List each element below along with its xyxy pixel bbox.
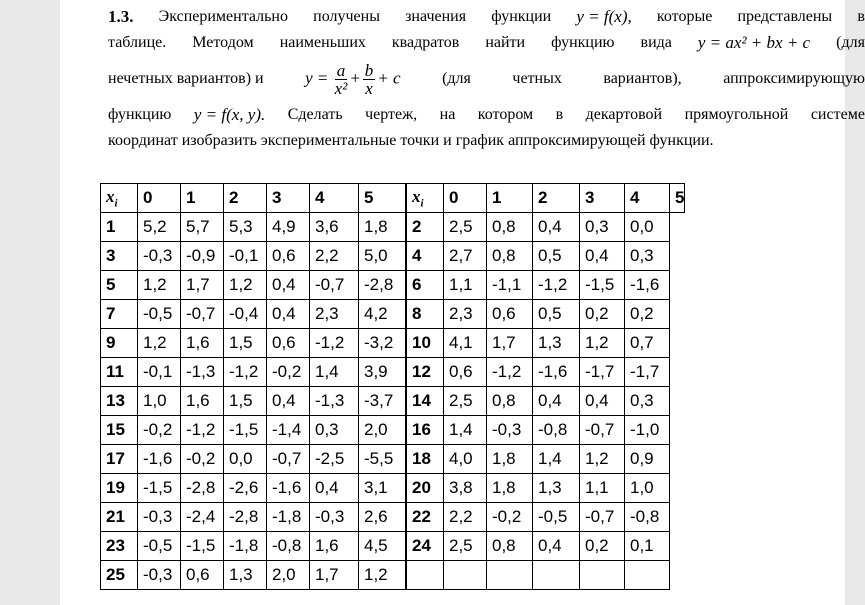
value-cell: 1,5 [224, 329, 267, 358]
value-cell: -0,2 [267, 358, 310, 387]
xi-label: $x_i$ [412, 186, 424, 210]
header-cell: 2 [533, 184, 580, 213]
table-row [101, 242, 685, 271]
value-cell: 1,2 [580, 445, 625, 474]
table-header-row [101, 184, 685, 213]
value-cell: -1,6 [267, 474, 310, 503]
value-cell: 0,4 [580, 387, 625, 416]
value-cell [580, 561, 625, 590]
value-cell: 1,0 [138, 387, 181, 416]
fraction-b: $\frac{b}{x}$ [364, 60, 374, 98]
value-cell: 1,1 [580, 474, 625, 503]
value-cell: -0,2 [181, 445, 224, 474]
value-cell: 2,3 [310, 300, 359, 329]
value-cell: -1,7 [625, 358, 670, 387]
value-cell: 0,2 [580, 532, 625, 561]
value-cell: -0,7 [181, 300, 224, 329]
value-cell: 0,2 [580, 300, 625, 329]
variant-number: 8 [406, 300, 444, 329]
value-cell: 1,6 [181, 387, 224, 416]
value-cell: 0,4 [580, 242, 625, 271]
value-cell: 0,5 [533, 242, 580, 271]
word: представлены [737, 8, 833, 25]
value-cell: 0,9 [625, 445, 670, 474]
variant-number: 2 [406, 213, 444, 242]
value-cell: 3,6 [310, 213, 359, 242]
value-cell: -0,3 [487, 416, 533, 445]
value-cell: 0,0 [224, 445, 267, 474]
value-cell: 0,8 [487, 532, 533, 561]
value-cell: -1,3 [310, 387, 359, 416]
value-cell: -1,5 [580, 271, 625, 300]
header-cell: 3 [580, 184, 625, 213]
value-cell: 5,2 [138, 213, 181, 242]
value-cell: -0,3 [138, 503, 181, 532]
table-row [101, 503, 685, 532]
word: найти [485, 34, 526, 51]
value-cell: 2,5 [444, 532, 487, 561]
header-cell: 4 [310, 184, 359, 213]
value-cell: -5,5 [359, 445, 407, 474]
variant-number: 22 [406, 503, 444, 532]
header-xi [406, 184, 444, 213]
word: наименьших [279, 34, 366, 51]
value-cell: 1,0 [625, 474, 670, 503]
value-cell: 3,9 [359, 358, 407, 387]
table-row [101, 474, 685, 503]
value-cell: -1,2 [487, 358, 533, 387]
value-cell: -0,1 [138, 358, 181, 387]
variant-number [406, 561, 444, 590]
value-cell: -1,2 [533, 271, 580, 300]
value-cell: -0,3 [138, 242, 181, 271]
variant-number: 5 [101, 271, 138, 300]
value-cell: 0,6 [487, 300, 533, 329]
variant-number: 6 [406, 271, 444, 300]
word: в [555, 106, 564, 123]
table-row [101, 300, 685, 329]
value-cell: -1,5 [138, 474, 181, 503]
problem-statement [108, 4, 865, 154]
value-cell [444, 561, 487, 590]
word: Сделать [287, 106, 343, 123]
value-cell: -2,5 [310, 445, 359, 474]
value-cell: 5,3 [224, 213, 267, 242]
statement-line-2 [108, 30, 865, 56]
value-cell: 0,8 [487, 242, 533, 271]
value-cell: 1,6 [310, 532, 359, 561]
value-cell: -0,1 [224, 242, 267, 271]
value-cell: -2,8 [181, 474, 224, 503]
table-row [101, 329, 685, 358]
word: Экспериментально [158, 8, 288, 25]
value-cell: 4,5 [359, 532, 407, 561]
value-cell: 1,2 [580, 329, 625, 358]
value-cell: 2,0 [359, 416, 407, 445]
value-cell: 0,6 [444, 358, 487, 387]
value-cell: 1,6 [181, 329, 224, 358]
value-cell: 0,6 [267, 329, 310, 358]
formula: y = f(x), [576, 7, 632, 26]
value-cell: -0,9 [181, 242, 224, 271]
word: которые [656, 8, 713, 25]
variant-number: 7 [101, 300, 138, 329]
variant-number: 3 [101, 242, 138, 271]
word: функцию [108, 106, 172, 123]
word: квадратов [391, 34, 460, 51]
value-cell [533, 561, 580, 590]
value-cell: -1,4 [267, 416, 310, 445]
word: котором [477, 106, 534, 123]
value-cell: -2,4 [181, 503, 224, 532]
word: прямоугольной [684, 106, 789, 123]
word: аппроксимирующую [723, 70, 865, 87]
value-cell: -0,5 [138, 532, 181, 561]
variant-number: 17 [101, 445, 138, 474]
document-page [60, 0, 865, 605]
value-cell: -0,7 [267, 445, 310, 474]
word: таблице. [108, 34, 167, 51]
value-cell: -1,1 [487, 271, 533, 300]
value-cell: 3,1 [359, 474, 407, 503]
word: вариантов), [603, 70, 682, 87]
data-table [100, 183, 685, 590]
value-cell: 4,2 [359, 300, 407, 329]
word: функции [491, 8, 552, 25]
variant-number: 20 [406, 474, 444, 503]
value-cell: -1,2 [310, 329, 359, 358]
header-xi [101, 184, 138, 213]
value-cell: -1,2 [224, 358, 267, 387]
value-cell: 0,7 [625, 329, 670, 358]
value-cell: 5,7 [181, 213, 224, 242]
value-cell: -1,2 [181, 416, 224, 445]
variant-number: 4 [406, 242, 444, 271]
value-cell: 0,4 [533, 387, 580, 416]
word: функцию [551, 34, 615, 51]
value-cell: -0,5 [138, 300, 181, 329]
header-cell: 0 [138, 184, 181, 213]
variant-number: 14 [406, 387, 444, 416]
value-cell: 1,2 [224, 271, 267, 300]
variant-number: 19 [101, 474, 138, 503]
line3-start: нечетных вариантов) и [108, 70, 264, 87]
statement-line-1 [108, 4, 865, 30]
header-cell: 2 [224, 184, 267, 213]
value-cell: 1,3 [533, 329, 580, 358]
value-cell: 0,6 [181, 561, 224, 590]
problem-number: 1.3. [108, 7, 134, 26]
word: чертеж, [365, 106, 418, 123]
value-cell: -1,5 [181, 532, 224, 561]
xi-label: $x_i$ [106, 186, 118, 210]
variant-number: 10 [406, 329, 444, 358]
variant-number: 1 [101, 213, 138, 242]
value-cell: 1,4 [444, 416, 487, 445]
value-cell: -1,6 [533, 358, 580, 387]
value-cell: 0,3 [580, 213, 625, 242]
value-cell: -2,8 [224, 503, 267, 532]
table-row [101, 416, 685, 445]
value-cell: 1,4 [533, 445, 580, 474]
value-cell: -0,4 [224, 300, 267, 329]
value-cell: 3,8 [444, 474, 487, 503]
word: четных [512, 70, 562, 87]
value-cell: 2,2 [310, 242, 359, 271]
word: (для [442, 70, 471, 87]
value-cell: 1,1 [444, 271, 487, 300]
value-cell: -1,8 [267, 503, 310, 532]
value-cell: -0,5 [533, 503, 580, 532]
value-cell: 2,0 [267, 561, 310, 590]
table-row [101, 271, 685, 300]
variant-number: 11 [101, 358, 138, 387]
table-row [101, 358, 685, 387]
value-cell: -1,0 [625, 416, 670, 445]
header-cell: 5 [670, 184, 685, 213]
value-cell: 0,5 [533, 300, 580, 329]
value-cell: 0,2 [625, 300, 670, 329]
value-cell: 0,8 [487, 213, 533, 242]
header-cell: 5 [359, 184, 407, 213]
fraction-a: $\frac{a}{\text{x²}}$ [334, 60, 348, 98]
value-cell: 5,0 [359, 242, 407, 271]
variant-number: 18 [406, 445, 444, 474]
variant-number: 16 [406, 416, 444, 445]
table-row [101, 561, 685, 590]
value-cell: -2,6 [224, 474, 267, 503]
value-cell: 0,6 [267, 242, 310, 271]
value-cell: 0,4 [267, 387, 310, 416]
value-cell: -0,7 [580, 416, 625, 445]
formula-even: y = $\frac{a}{\text{x²}}$ + $\frac{b}{x}$ + c [305, 60, 401, 98]
value-cell: 0,8 [487, 387, 533, 416]
value-cell: 4,1 [444, 329, 487, 358]
header-cell: 3 [267, 184, 310, 213]
value-cell: 0,1 [625, 532, 670, 561]
value-cell: -0,8 [267, 532, 310, 561]
variant-number: 23 [101, 532, 138, 561]
header-cell: 1 [487, 184, 533, 213]
variant-number: 12 [406, 358, 444, 387]
variant-number: 13 [101, 387, 138, 416]
value-cell: 4,9 [267, 213, 310, 242]
word: Методом [192, 34, 254, 51]
value-cell: -1,7 [580, 358, 625, 387]
table-row [101, 445, 685, 474]
value-cell: -3,7 [359, 387, 407, 416]
statement-line-3 [108, 56, 865, 102]
value-cell: 1,2 [138, 271, 181, 300]
value-cell: 0,4 [267, 300, 310, 329]
value-cell: 1,2 [359, 561, 407, 590]
value-cell: 1,8 [487, 445, 533, 474]
value-cell: -1,8 [224, 532, 267, 561]
value-cell: -0,8 [625, 503, 670, 532]
value-cell: 0,4 [533, 532, 580, 561]
formula: y = f(x, y). [193, 105, 266, 124]
value-cell [625, 561, 670, 590]
word: вида [640, 34, 672, 51]
value-cell: 2,7 [444, 242, 487, 271]
value-cell: 1,3 [224, 561, 267, 590]
value-cell: -0,8 [533, 416, 580, 445]
table-row [101, 532, 685, 561]
value-cell: 1,7 [310, 561, 359, 590]
value-cell: 0,4 [310, 474, 359, 503]
value-cell: -1,6 [138, 445, 181, 474]
value-cell: 0,4 [267, 271, 310, 300]
value-cell: 0,3 [310, 416, 359, 445]
value-cell: -0,7 [580, 503, 625, 532]
value-cell: 0,4 [533, 213, 580, 242]
word: в [857, 8, 865, 25]
variant-number: 9 [101, 329, 138, 358]
value-cell: -0,3 [310, 503, 359, 532]
value-cell: 2,5 [444, 213, 487, 242]
word: декартовой [585, 106, 663, 123]
statement-line-4 [108, 102, 865, 128]
variant-number: 21 [101, 503, 138, 532]
variant-number: 24 [406, 532, 444, 561]
value-cell: 0,0 [625, 213, 670, 242]
table-row [101, 213, 685, 242]
word: системе [810, 106, 865, 123]
value-cell: -3,2 [359, 329, 407, 358]
value-cell: 1,5 [224, 387, 267, 416]
value-cell: -0,2 [487, 503, 533, 532]
value-cell: 2,2 [444, 503, 487, 532]
value-cell: 1,8 [359, 213, 407, 242]
xi-subscript: i [420, 197, 424, 210]
header-cell: 4 [625, 184, 670, 213]
word: (для [836, 34, 865, 51]
header-cell: 0 [444, 184, 487, 213]
value-cell: -1,6 [625, 271, 670, 300]
value-cell: -2,8 [359, 271, 407, 300]
value-cell: 2,6 [359, 503, 407, 532]
value-cell: -0,2 [138, 416, 181, 445]
value-cell: 1,3 [533, 474, 580, 503]
variant-number: 25 [101, 561, 138, 590]
value-cell: 1,8 [487, 474, 533, 503]
header-cell: 1 [181, 184, 224, 213]
value-cell: 1,2 [138, 329, 181, 358]
value-cell: -0,7 [310, 271, 359, 300]
xi-subscript: i [114, 197, 118, 210]
value-cell: 0,3 [625, 387, 670, 416]
value-cell: -0,3 [138, 561, 181, 590]
formula: y = ax² + bx + c [697, 33, 811, 52]
value-cell: 2,5 [444, 387, 487, 416]
value-cell: 1,7 [487, 329, 533, 358]
variant-number: 15 [101, 416, 138, 445]
statement-line-5: координат изобразить экспериментальные точки и график аппроксимирующей функции. [108, 132, 714, 149]
value-cell [487, 561, 533, 590]
value-cell: 2,3 [444, 300, 487, 329]
word: значения [405, 8, 467, 25]
value-cell: 0,3 [625, 242, 670, 271]
word: получены [313, 8, 380, 25]
value-cell: 4,0 [444, 445, 487, 474]
table-row [101, 387, 685, 416]
word: на [439, 106, 456, 123]
value-cell: 1,4 [310, 358, 359, 387]
value-cell: -1,5 [224, 416, 267, 445]
value-cell: 1,7 [181, 271, 224, 300]
value-cell: -1,3 [181, 358, 224, 387]
